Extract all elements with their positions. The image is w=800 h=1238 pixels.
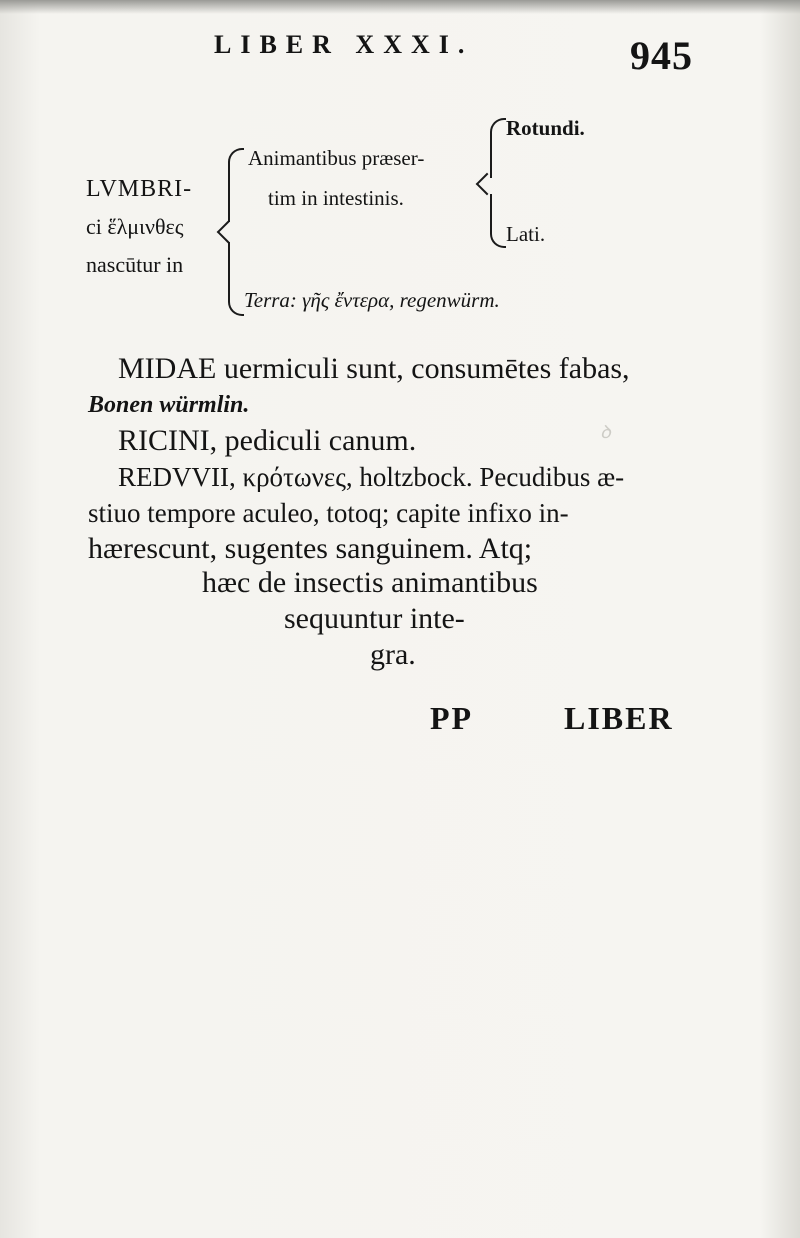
body-line-6: hærescunt, sugentes sanguinem. Atq; [88, 532, 533, 565]
catchword: LIBER [564, 700, 674, 736]
body-line-7: hæc de insectis animantibus [202, 566, 538, 599]
diagram-branch-1-line-1: Animantibus præser- [248, 146, 425, 170]
diagram-branch-2: Terra: γῆς ἔντερα, regenwürm. [244, 288, 500, 312]
sub-brace-lower [490, 194, 506, 248]
signature-mark: PP [430, 700, 474, 736]
diagram-left-label-line-3: nascūtur in [86, 252, 184, 277]
diagram-branch-1-line-2: tim in intestinis. [268, 186, 404, 210]
page-number: 945 [630, 33, 693, 78]
diagram-left-label-line-2: ci ἕλμινθες [86, 214, 184, 239]
body-line-4: REDVVII, κρότωνες, holtzbock. Pecudibus æ- [118, 462, 625, 492]
body-line-9: gra. [370, 638, 416, 671]
diagram-sub-branch-lati: Lati. [506, 222, 546, 246]
running-head: LIBER XXXI. [214, 30, 474, 59]
diagram-left-label-line-1: LVMBRI- [86, 176, 193, 202]
body-line-8: sequuntur inte- [284, 602, 465, 635]
main-brace-lower [228, 242, 244, 316]
body-line-2: Bonen würmlin. [88, 392, 250, 418]
body-line-1: MIDAE uermiculi sunt, consumētes fabas, [118, 352, 630, 385]
body-line-5: stiuo tempore aculeo, totoq; capite infixo in- [88, 498, 569, 528]
main-brace-upper [228, 148, 244, 222]
sub-brace-upper [490, 118, 506, 178]
show-through: ꝺ [600, 422, 611, 442]
body-line-3: RICINI, pediculi canum. [118, 424, 417, 457]
diagram-sub-branch-rotundi: Rotundi. [506, 116, 585, 140]
page-top-shadow [0, 0, 800, 14]
